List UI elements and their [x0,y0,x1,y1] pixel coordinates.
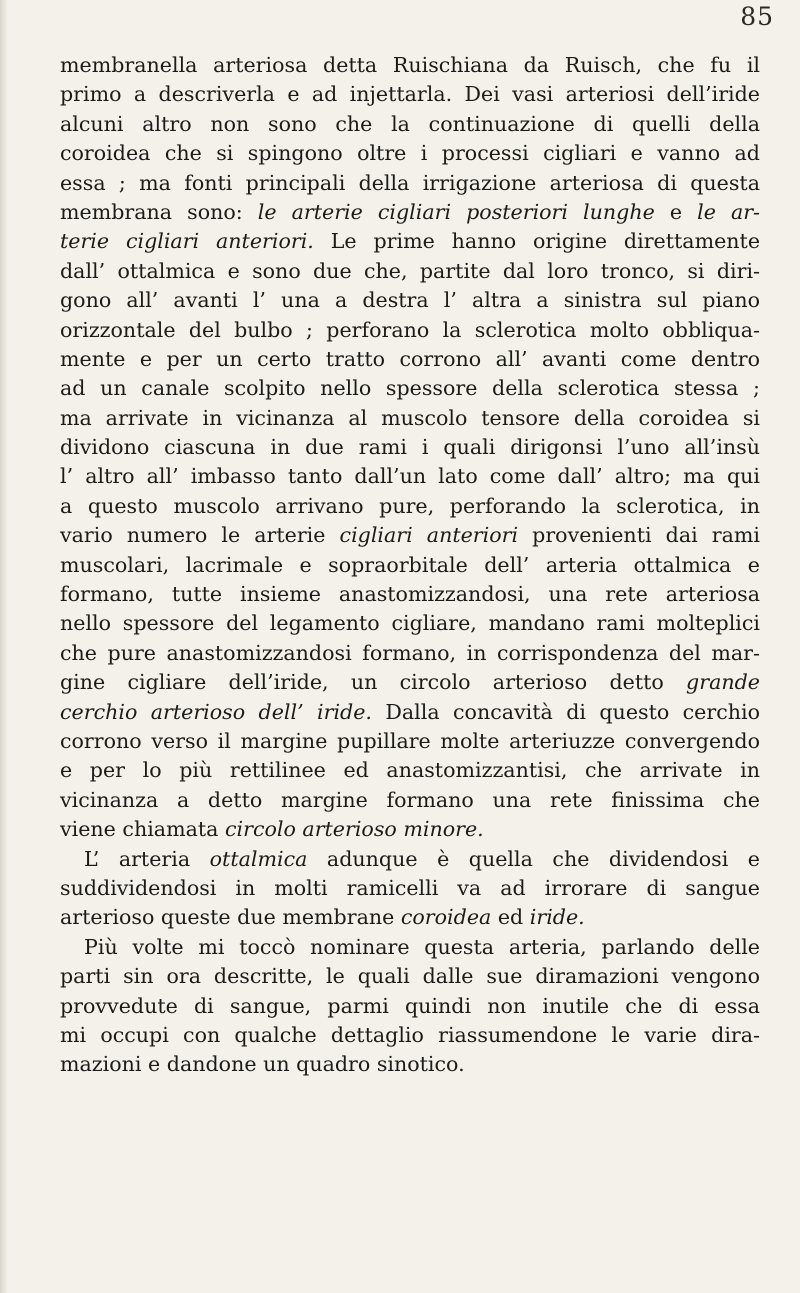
text-segment: ma arrivate in vicinanza al muscolo tensore della coroidea si [60,405,760,430]
text-segment: mente e per un certo tratto corrono all’ avanti come dentro [60,346,760,371]
text-segment: nello spessore del legamento cigliare, mandano rami molteplici [60,611,760,636]
text-segment: gine cigliare dell’iride, un circolo arterioso detto [60,670,687,695]
text-line [60,139,760,168]
text-line [60,51,760,80]
text-line [60,874,760,903]
text-line [60,903,760,932]
text-segment: arterioso queste due membrane [60,905,401,930]
text-line [60,316,760,345]
text-line [60,433,760,462]
text-line [60,698,760,727]
text-segment: provvedute di sangue, parmi quindi non inutile che di essa [60,993,760,1018]
paragraph [60,51,760,845]
text-segment: viene chiamata [60,817,225,842]
text-segment: alcuni altro non sono che la continuazione di quelli della [60,111,760,136]
italic-text: cigliari anteriori [339,523,519,548]
text-segment: coroidea che si spingono oltre i processi cigliari e vanno ad [60,141,760,166]
text-line [60,257,760,286]
text-segment: membranella arteriosa detta Ruischiana da Ruisch, che fu il [60,53,760,77]
italic-text: le ar- [697,199,761,224]
paragraph [60,845,760,933]
text-segment: parti sin ora descritte, le quali dalle sue diramazioni vengono [60,964,760,989]
text-line [60,756,760,785]
text-line [60,1021,760,1050]
page-number: 85 [740,2,774,31]
text-segment: dividono ciascuna in due rami i quali dirigonsi l’uno all’insù [60,435,760,460]
text-segment: e [654,199,698,224]
text-line [60,227,760,256]
text-line [60,169,760,198]
text-segment: Più volte mi toccò nominare questa arteria, parlando delle [84,934,760,959]
italic-text: ottalmica [209,846,308,871]
text-line [60,1050,760,1079]
body-text [60,51,760,1080]
italic-text: iride. [529,905,585,930]
text-line [60,727,760,756]
paragraph [60,933,760,1080]
italic-text: terie cigliari anteriori. [60,229,314,254]
text-line [60,551,760,580]
text-segment: a questo muscolo arrivano pure, perforando la sclerotica, in [60,493,760,518]
italic-text: coroidea [400,905,492,930]
text-segment: che pure anastomizzandosi formano, in corrispondenza del mar- [60,640,760,665]
text-line [60,286,760,315]
text-segment: mi occupi con qualche dettaglio riassumendone le varie dira- [60,1022,760,1047]
text-line [60,374,760,403]
text-segment: primo a descriverla e ad injettarla. Dei vasi arteriosi dell’iride [60,82,760,107]
italic-text: cerchio arterioso dell’ iride. [60,699,372,724]
text-line [60,198,760,227]
italic-text: grande [686,670,760,695]
text-line [60,110,760,139]
text-line [60,521,760,550]
text-segment: provenienti dai rami [518,523,760,548]
text-segment: ed [491,905,530,930]
text-line [60,462,760,491]
text-line [60,668,760,697]
text-line [60,962,760,991]
text-segment: membrana sono: [60,199,258,224]
text-segment: l’ altro all’ imbasso tanto dall’un lato come dall’ altro; ma qui [60,464,760,489]
text-segment: suddividendosi in molti ramicelli va ad irrorare di sangue [60,875,760,900]
text-line [60,580,760,609]
text-segment: essa ; ma fonti principali della irrigazione arteriosa di questa [60,170,760,195]
text-segment: L’ arteria [84,846,210,871]
text-line [60,815,760,844]
text-segment: dall’ ottalmica e sono due che, partite dal loro tronco, si diri- [60,258,760,283]
text-segment: muscolari, lacrimale e sopraorbitale dell’ arteria ottalmica e [60,552,760,577]
text-line [60,492,760,521]
text-segment: vicinanza a detto margine formano una rete finissima che [60,787,760,812]
text-segment: mazioni e dandone un quadro sinotico. [60,1052,465,1077]
text-line [60,404,760,433]
text-line [60,345,760,374]
text-segment: Le prime hanno origine direttamente [313,229,761,254]
text-line [60,845,760,874]
text-line [60,933,760,962]
text-segment: e per lo più rettilinee ed anastomizzantisi, che arrivate in [60,758,760,783]
page-edge-shadow [0,0,8,1293]
text-line [60,992,760,1021]
italic-text: circolo arterioso minore. [224,817,484,842]
text-line [60,80,760,109]
text-segment: formano, tutte insieme anastomizzandosi, una rete arteriosa [60,582,760,607]
text-segment: corrono verso il margine pupillare molte arteriuzze convergendo [60,728,760,753]
text-segment: orizzontale del bulbo ; perforano la sclerotica molto obbliqua- [60,317,760,342]
text-segment: gono all’ avanti l’ una a destra l’ altra a sinistra sul piano [60,288,760,313]
text-line [60,609,760,638]
text-line [60,639,760,668]
text-segment: adunque è quella che dividendosi e [307,846,760,871]
italic-text: le arterie cigliari posteriori lunghe [257,199,655,224]
text-segment: ad un canale scolpito nello spessore della sclerotica stessa ; [60,376,760,401]
text-segment: vario numero le arterie [60,523,340,548]
text-segment: Dalla concavità di questo cerchio [371,699,760,724]
text-line [60,786,760,815]
